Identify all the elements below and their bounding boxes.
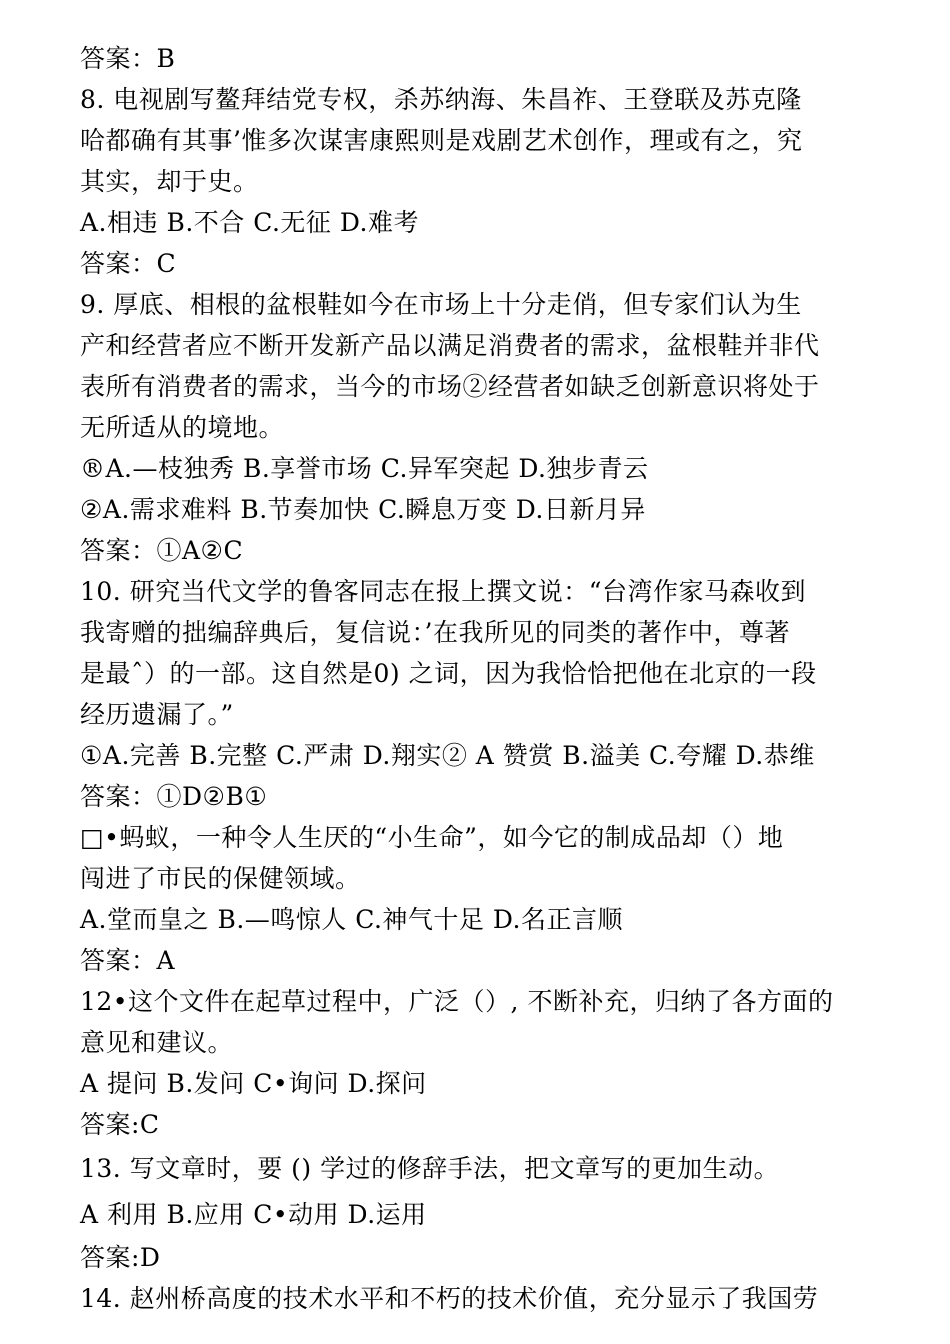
question-12-line-1: 12•这个文件在起草过程中，广泛（）, 不断补充，归纳了各方面的 [80,987,834,1016]
question-8-line-3: 其实，却于史。 [80,167,259,196]
question-8-options: A.相违 B.不合 C.无征 D.难考 [80,208,419,237]
question-12-options: A 提问 B.发问 C•询问 D.探问 [80,1069,427,1098]
question-8-answer: 答案：C [80,249,177,278]
document-page [80,38,880,1319]
question-10-line-3: 是最ˆ）的一部。这自然是0) 之词，因为我恰恰把他在北京的一段 [80,659,817,688]
question-11-answer: 答案：A [80,946,176,975]
question-11-options: A.堂而皇之 B.—鸣惊人 C.神气十足 D.名正言顺 [80,905,623,934]
question-11-line-1: □•蚂蚁，一种令人生厌的“小生命”，如今它的制成品却（）地 [80,823,784,852]
question-9-line-1: 9. 厚底、相根的盆根鞋如今在市场上十分走俏，但专家们认为生 [80,290,802,319]
question-9-line-4: 无所适从的境地。 [80,413,285,442]
question-10-line-4: 经历遗漏了。” [80,700,234,729]
question-13-options: A 利用 B.应用 C•动用 D.运用 [80,1200,427,1229]
question-9-line-2: 产和经营者应不断开发新产品以满足消费者的需求，盆根鞋并非代 [80,331,820,360]
question-13-answer: 答案:D [80,1243,161,1272]
answer-line: 答案：B [80,44,176,73]
question-10-answer: 答案：①D②B① [80,782,268,811]
question-12-line-2: 意见和建议。 [80,1028,234,1057]
question-9-options-2: ②A.需求难料 B.节奏加快 C.瞬息万变 D.日新月异 [80,495,646,524]
question-14-line-1: 14. 赵州桥高度的技术水平和不朽的技术价值，充分显示了我国劳 [80,1284,819,1313]
question-9-answer: 答案：①A②C [80,536,244,565]
question-8-line-2: 哈都确有其事’惟多次谋害康熙则是戏剧艺术创作，理或有之，究 [80,126,803,155]
question-13-line-1: 13. 写文章时，要 () 学过的修辞手法，把文章写的更加生动。 [80,1154,780,1183]
question-10-line-1: 10. 研究当代文学的鲁客同志在报上撰文说：“台湾作家马森收到 [80,577,806,606]
question-11-line-2: 闯进了市民的保健领域。 [80,864,361,893]
question-9-options-1: ®A.—枝独秀 B.享誉市场 C.异军突起 D.独步青云 [80,454,649,483]
question-10-options: ①A.完善 B.完整 C.严肃 D.翔实② A 赞赏 B.溢美 C.夸耀 D.恭维 [80,741,815,770]
question-12-answer: 答案:C [80,1110,160,1139]
question-10-line-2: 我寄赠的拙编辞典后，复信说：’在我所见的同类的著作中，尊著 [80,618,790,647]
question-8-line-1: 8. 电视剧写鳌拜结党专权，杀苏纳海、朱昌祚、王登联及苏克隆 [80,85,802,114]
question-9-line-3: 表所有消费者的需求，当今的市场②经营者如缺乏创新意识将处于 [80,372,820,401]
